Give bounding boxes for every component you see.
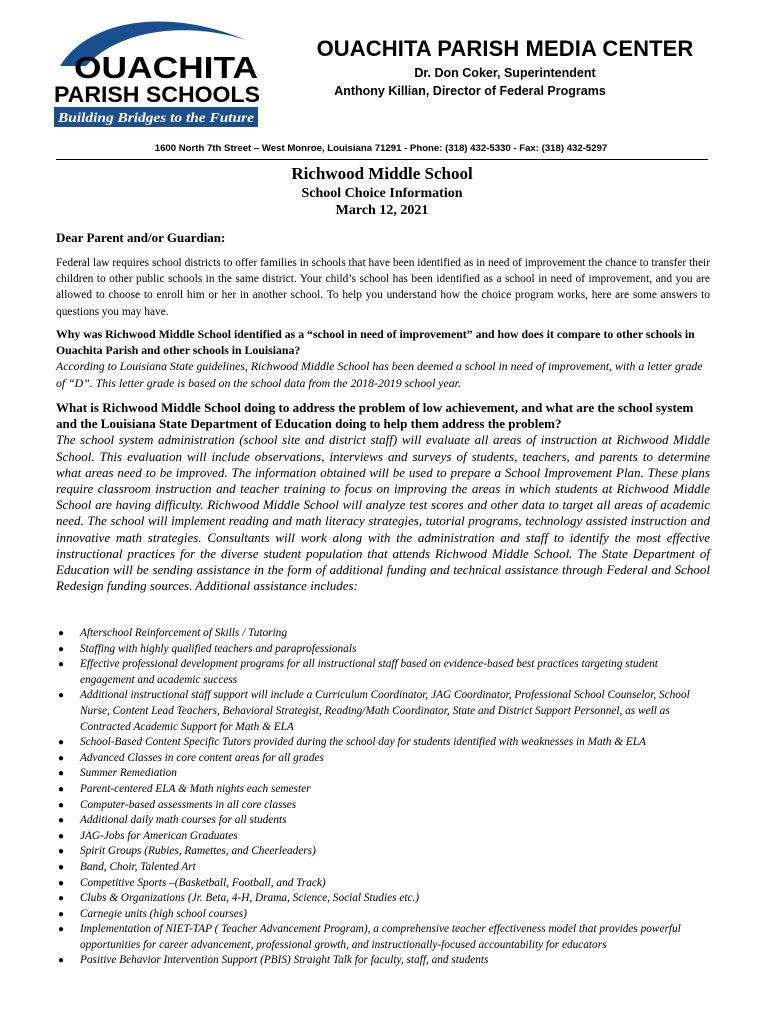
list-item: [56, 844, 710, 860]
list-item-text: JAG-Jobs for American Graduates: [80, 829, 238, 842]
bullet-icon: ●: [58, 783, 65, 795]
list-item-text: Afterschool Reinforcement of Skills / Tutoring: [80, 627, 287, 639]
bullet-icon: ●: [58, 768, 65, 780]
bullet-icon: ●: [58, 752, 65, 764]
list-item-text: Parent-centered ELA & Math nights each semester: [80, 782, 311, 795]
header-divider: [56, 159, 708, 160]
bullet-icon: ●: [58, 861, 65, 873]
list-item: [56, 876, 710, 892]
bullet-icon: ●: [58, 815, 65, 827]
list-item: [56, 782, 710, 798]
bullet-icon: ●: [58, 830, 65, 842]
assistance-list: [56, 626, 710, 969]
greeting: Dear Parent and/or Guardian:: [56, 230, 226, 245]
answer-2: The school system administration (school site and district staff) will evaluate all areas of instruction at Richwood Middle School. This evaluation will include observations, interviews and surveys of students, teachers, and parents to determine what areas need to be improved. The information obtained will be used to prepare a School Improvement Plan. These plans require classroom instruction and teacher training to focus on improving the areas in which students at Richwood Middle School are having difficulty. Richwood Middle School will analyze test scores and other data to target all areas of academic need. The school will implement reading and math literacy strategies, tutorial programs, technology assisted instruction and innovative math strategies. Consultants will work along with the administration and staff to identify the most effective instructional practices for the diverse student population that attends Richwood Middle School. The State Department of Education will be sending assistance in the form of additional funding and technical assistance through Federal and School Redesign funding sources. Additional assistance includes:: [56, 432, 710, 594]
logo-name-bottom: PARISH SCHOOLS: [54, 82, 260, 107]
document-subtitle: School Choice Information: [301, 186, 463, 201]
list-item: [56, 813, 710, 829]
list-item: [56, 953, 710, 969]
school-name: Richwood Middle School: [291, 164, 473, 183]
superintendent-line: Dr. Don Coker, Superintendent: [414, 66, 596, 80]
bullet-icon: ●: [58, 908, 65, 920]
list-item-text: Summer Remediation: [80, 767, 177, 780]
director-line: Anthony Killian, Director of Federal Programs: [334, 84, 606, 98]
bullet-icon: ●: [58, 737, 65, 749]
logo-tagline: Building Bridges to the Future: [56, 111, 255, 126]
list-item-text: Spirit Groups (Rubies, Ramettes, and Cheerleaders): [80, 845, 316, 858]
logo-name-top: OUACHITA: [74, 50, 258, 85]
list-item: [56, 798, 710, 814]
list-item-text: Competitive Sports –(Basketball, Football, and Track): [80, 876, 326, 889]
bullet-icon: ●: [58, 893, 65, 905]
list-item: [56, 891, 710, 907]
list-item-text: Computer-based assessments in all core classes: [80, 798, 297, 811]
list-item-text: Additional instructional staff support will include a Curriculum Coordinator, JAG Coordinator, Professional School Counselor, School Nurse, Content Lead Teachers, Behavioral Strategist, Reading/Math Coordinator, State and District Support Personnel, as well as Contracted Academic Support for Math & ELA: [80, 689, 690, 733]
list-item-text: Band, Choir, Talented Art: [80, 860, 196, 873]
list-item: [56, 642, 710, 658]
bullet-icon: ●: [58, 955, 65, 967]
list-item-text: Additional daily math courses for all students: [80, 814, 287, 827]
list-item: [56, 688, 710, 735]
bullet-icon: ●: [58, 799, 65, 811]
bullet-icon: ●: [58, 924, 65, 936]
list-item: [56, 907, 710, 923]
list-item: [56, 735, 710, 751]
question-2: What is Richwood Middle School doing to address the problem of low achievement, and what are the school system and the Louisiana State Department of Education doing to help them address the problem?: [56, 400, 694, 432]
bullet-icon: ●: [58, 877, 65, 889]
bullet-icon: ●: [58, 846, 65, 858]
bullet-icon: ●: [58, 659, 65, 671]
document-date: March 12, 2021: [335, 203, 429, 218]
list-item: [56, 751, 710, 767]
list-item: [56, 829, 710, 845]
answer-1: According to Louisiana State guidelines, Richwood Middle School has been deemed a school in need of improvement, with a letter grade of “D”. This letter grade is based on the school data from the 2018-2019 school year.: [56, 359, 703, 390]
question-1-block: [56, 326, 710, 391]
list-item-text: Staffing with highly qualified teachers and paraprofessionals: [80, 642, 357, 655]
list-item-text: Carnegie units (high school courses): [80, 907, 247, 920]
list-item: [56, 626, 710, 642]
list-item-text: School-Based Content Specific Tutors provided during the school day for students identified with weaknesses in Math & ELA: [80, 736, 646, 749]
list-item: [56, 766, 710, 782]
list-item: [56, 860, 710, 876]
bullet-icon: ●: [58, 690, 65, 702]
bullet-icon: ●: [58, 643, 65, 655]
ouachita-parish-schools-logo: [50, 14, 264, 128]
list-item: [56, 657, 710, 688]
question-1: Why was Richwood Middle School identified as a “school in need of improvement” and how does it compare to other schools in Ouachita Parish and other schools in Louisiana?: [56, 327, 695, 358]
intro-paragraph: Federal law requires school districts to offer families in schools that have been identified as in need of improvement the chance to transfer their children to other public schools in the same district. Your child’s school has been identified as a school in need of improvement, and you are allowed to choose to enroll him or her in another school. To help you understand how the choice program works, here are some answers to questions you may have.: [56, 257, 710, 318]
bullet-icon: ●: [58, 628, 65, 639]
list-item-text: Clubs & Organizations (Jr. Beta, 4-H, Drama, Science, Social Studies etc.): [80, 892, 420, 905]
list-item-text: Effective professional development programs for all instructional staff based on evidence-based best practices targeting student engagement and academic success: [80, 658, 658, 686]
address-line: 1600 North 7th Street – West Monroe, Louisiana 71291 - Phone: (318) 432-5330 - Fax: (318) 432-5297: [154, 143, 608, 154]
media-center-title: OUACHITA PARISH MEDIA CENTER: [316, 36, 694, 61]
question-2-block: [56, 400, 710, 594]
list-item-text: Implementation of NIET-TAP ( Teacher Advancement Program), a comprehensive teacher effectiveness model that provides powerful opportunities for career advancement, professional growth, and instructionally-focused accountability for educators: [80, 923, 681, 951]
list-item: [56, 922, 710, 953]
list-item-text: Positive Behavior Intervention Support (PBIS) Straight Talk for faculty, staff, and students: [80, 954, 489, 967]
list-item-text: Advanced Classes in core content areas for all grades: [80, 751, 324, 764]
